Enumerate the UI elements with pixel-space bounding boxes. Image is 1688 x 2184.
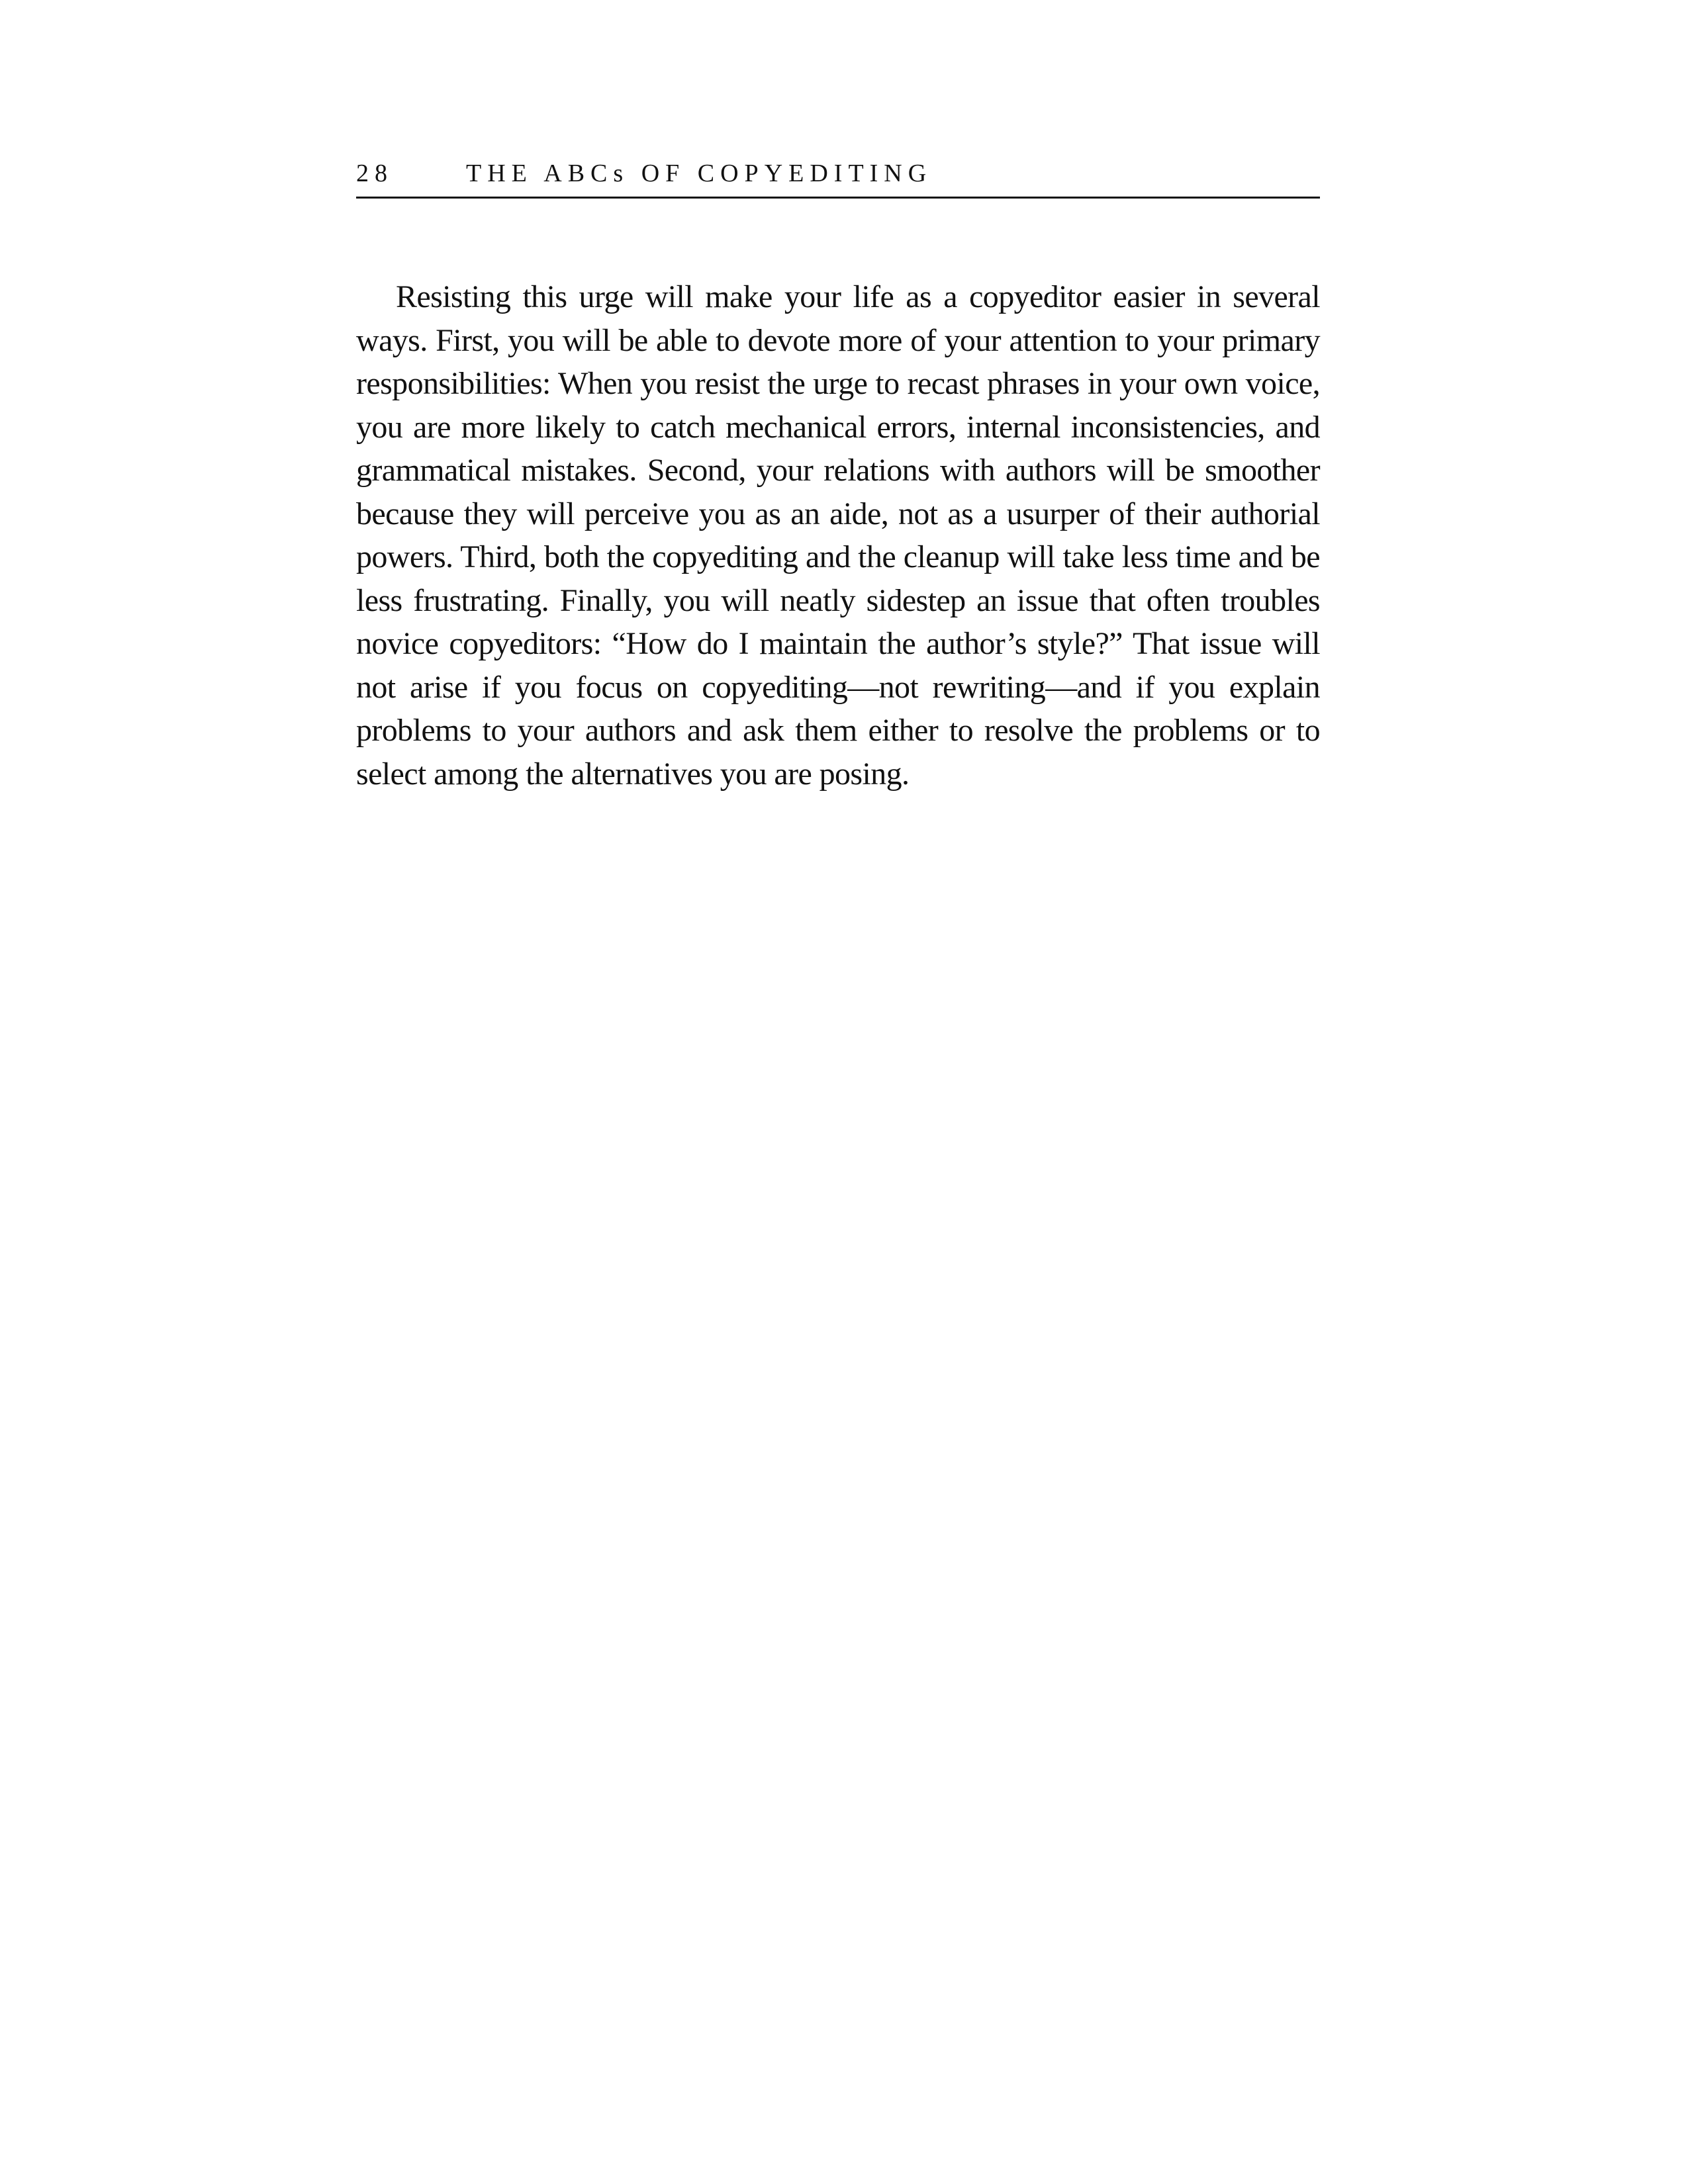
page-number: 28 (356, 159, 393, 187)
running-title: THE ABCs OF COPYEDITING (466, 159, 933, 187)
running-head (356, 158, 1320, 199)
body-paragraph: Resisting this urge will make your life as a copyeditor easier in several ways. First, you will be able to devote more of your attention to your primary responsibilities: When you resist the urge to recast phrases in your own voice, you are more likely to catch mechanical errors, internal inconsistencies, and grammatical mistakes. Second, your relations with authors will be smoother because they will perceive you as an aide, not as a usurper of their authorial powers. Third, both the copyediting and the cleanup will take less time and be less frustrating. Finally, you will neatly sidestep an issue that often troubles novice copyeditors: “How do I maintain the author’s style?” That issue will not arise if you focus on copyediting—not rewriting—and if you explain problems to your authors and ask them either to resolve the problems or to select among the alternatives you are posing. (356, 279, 1320, 792)
